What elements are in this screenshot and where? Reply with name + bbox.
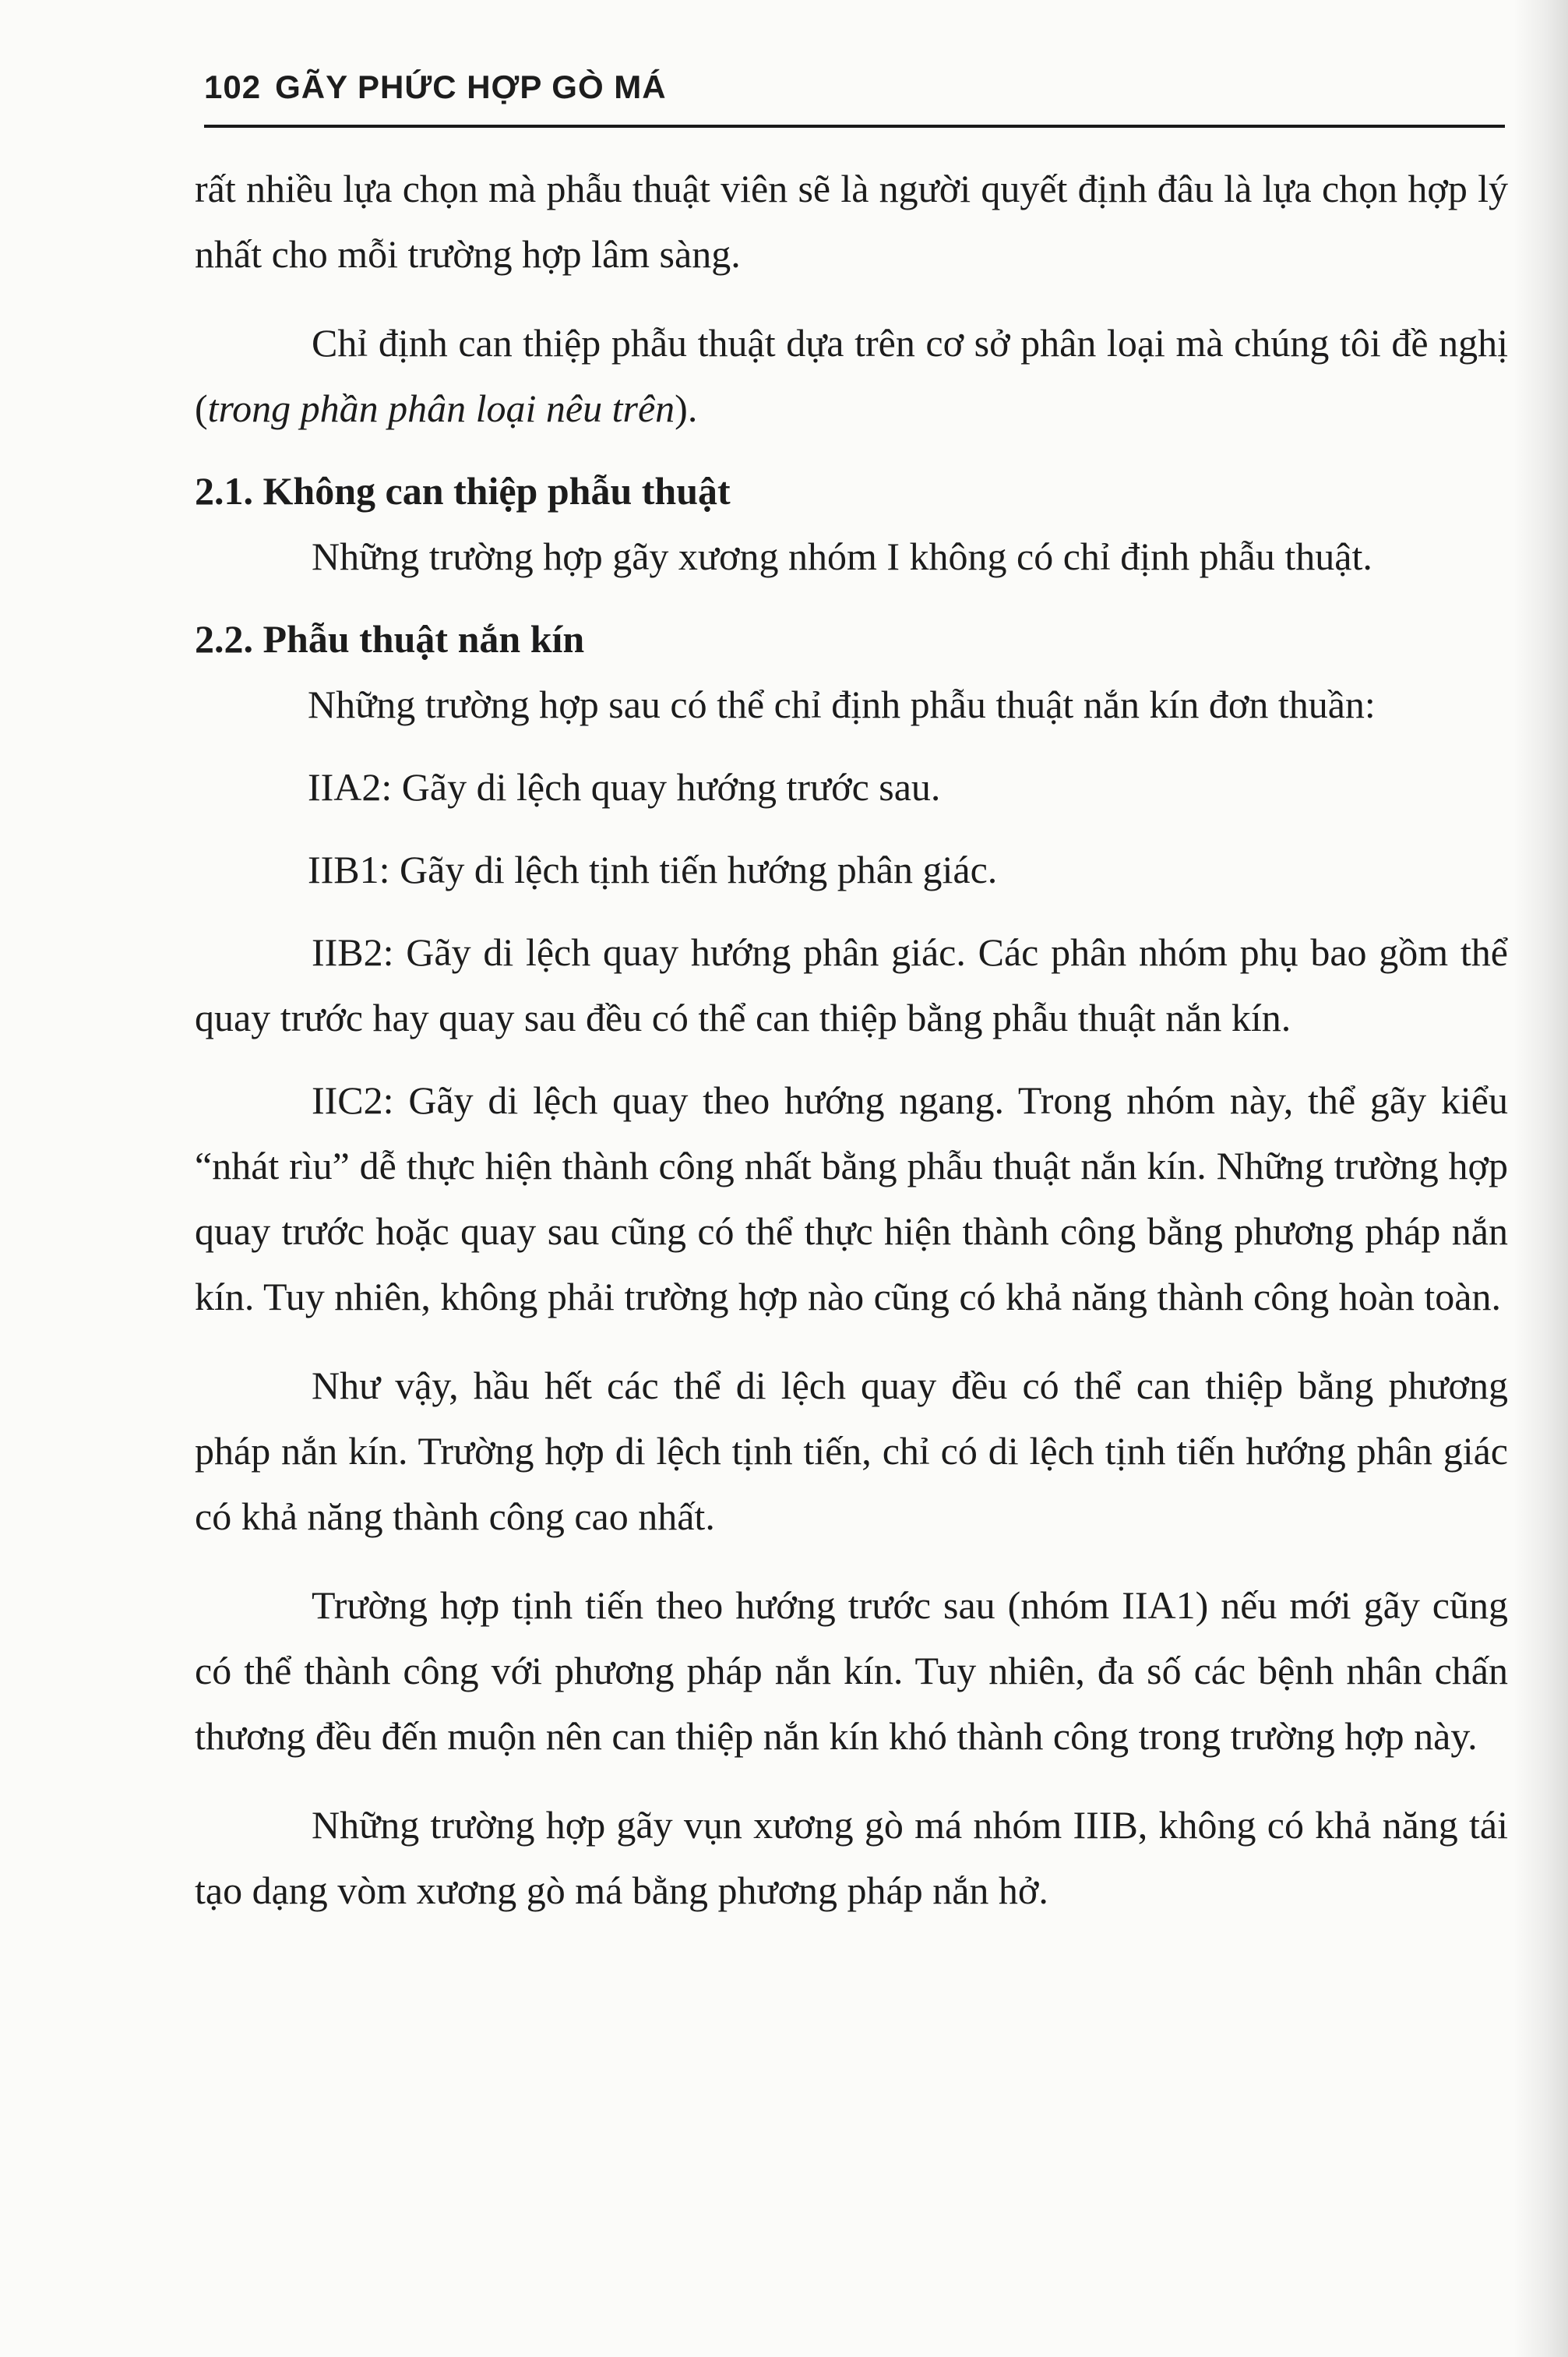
paragraph-indication-text: Chỉ định can thiệp phẫu thuật dựa trên cơ sở phân loại mà chúng tôi đề nghị ( bbox=[195, 321, 1508, 430]
section-heading-2-1: 2.1. Không can thiệp phẫu thuật bbox=[195, 469, 731, 513]
running-header bbox=[204, 65, 1505, 128]
page-edge-shadow bbox=[1513, 0, 1568, 2357]
list-item-iia2: IIA2: Gãy di lệch quay hướng trước sau. bbox=[308, 765, 941, 809]
running-title: GÃY PHỨC HỢP GÒ MÁ bbox=[275, 69, 667, 105]
paragraph-closed-reduction-intro: Những trường hợp sau có thể chỉ định phẫu thuật nắn kín đơn thuần: bbox=[308, 683, 1376, 726]
page-body bbox=[195, 156, 1508, 1923]
list-item-iib2: IIB2: Gãy di lệch quay hướng phân giác. Các phân nhóm phụ bao gồm thể quay trước hay quay sau đều có thể can thiệp bằng phẫu thuật nắn kín. bbox=[195, 930, 1508, 1039]
paragraph-summary-rotation: Như vậy, hầu hết các thể di lệch quay đều có thể can thiệp bằng phương pháp nắn kín. Trường hợp di lệch tịnh tiến, chỉ có di lệch tịnh tiến hướng phân giác có khả năng thành công cao nhất. bbox=[195, 1364, 1508, 1538]
header-text bbox=[204, 69, 667, 106]
section-heading-2-2: 2.2. Phẫu thuật nắn kín bbox=[195, 617, 585, 661]
paragraph-iiib: Những trường hợp gãy vụn xương gò má nhóm IIIB, không có khả năng tái tạo dạng vòm xương gò má bằng phương pháp nắn hở. bbox=[195, 1803, 1508, 1912]
paragraph-indication-end: ). bbox=[675, 386, 698, 430]
paragraph-continuation: rất nhiều lựa chọn mà phẫu thuật viên sẽ là người quyết định đâu là lựa chọn hợp lý nhất cho mỗi trường hợp lâm sàng. bbox=[195, 167, 1508, 276]
paragraph-indication bbox=[195, 310, 1508, 441]
paragraph-no-surgery: Những trường hợp gãy xương nhóm I không có chỉ định phẫu thuật. bbox=[312, 535, 1372, 578]
list-item-iib1: IIB1: Gãy di lệch tịnh tiến hướng phân giác. bbox=[308, 848, 998, 891]
list-item-iic2: IIC2: Gãy di lệch quay theo hướng ngang. Trong nhóm này, thể gãy kiểu “nhát rìu” dễ thực hiện thành công nhất bằng phẫu thuật nắn kín. Những trường hợp quay trước hoặc quay sau cũng có thể thực hiện thành công bằng phương pháp nắn kín. Tuy nhiên, không phải trường hợp nào cũng có khả năng thành công hoàn toàn. bbox=[195, 1078, 1508, 1318]
paragraph-indication-italic: trong phần phân loại nêu trên bbox=[207, 386, 675, 430]
page-number: 102 bbox=[204, 69, 262, 105]
paragraph-iia1: Trường hợp tịnh tiến theo hướng trước sau (nhóm IIA1) nếu mới gãy cũng có thể thành công với phương pháp nắn kín. Tuy nhiên, đa số các bệnh nhân chấn thương đều đến muộn nên can thiệp nắn kín khó thành công trong trường hợp này. bbox=[195, 1583, 1508, 1758]
